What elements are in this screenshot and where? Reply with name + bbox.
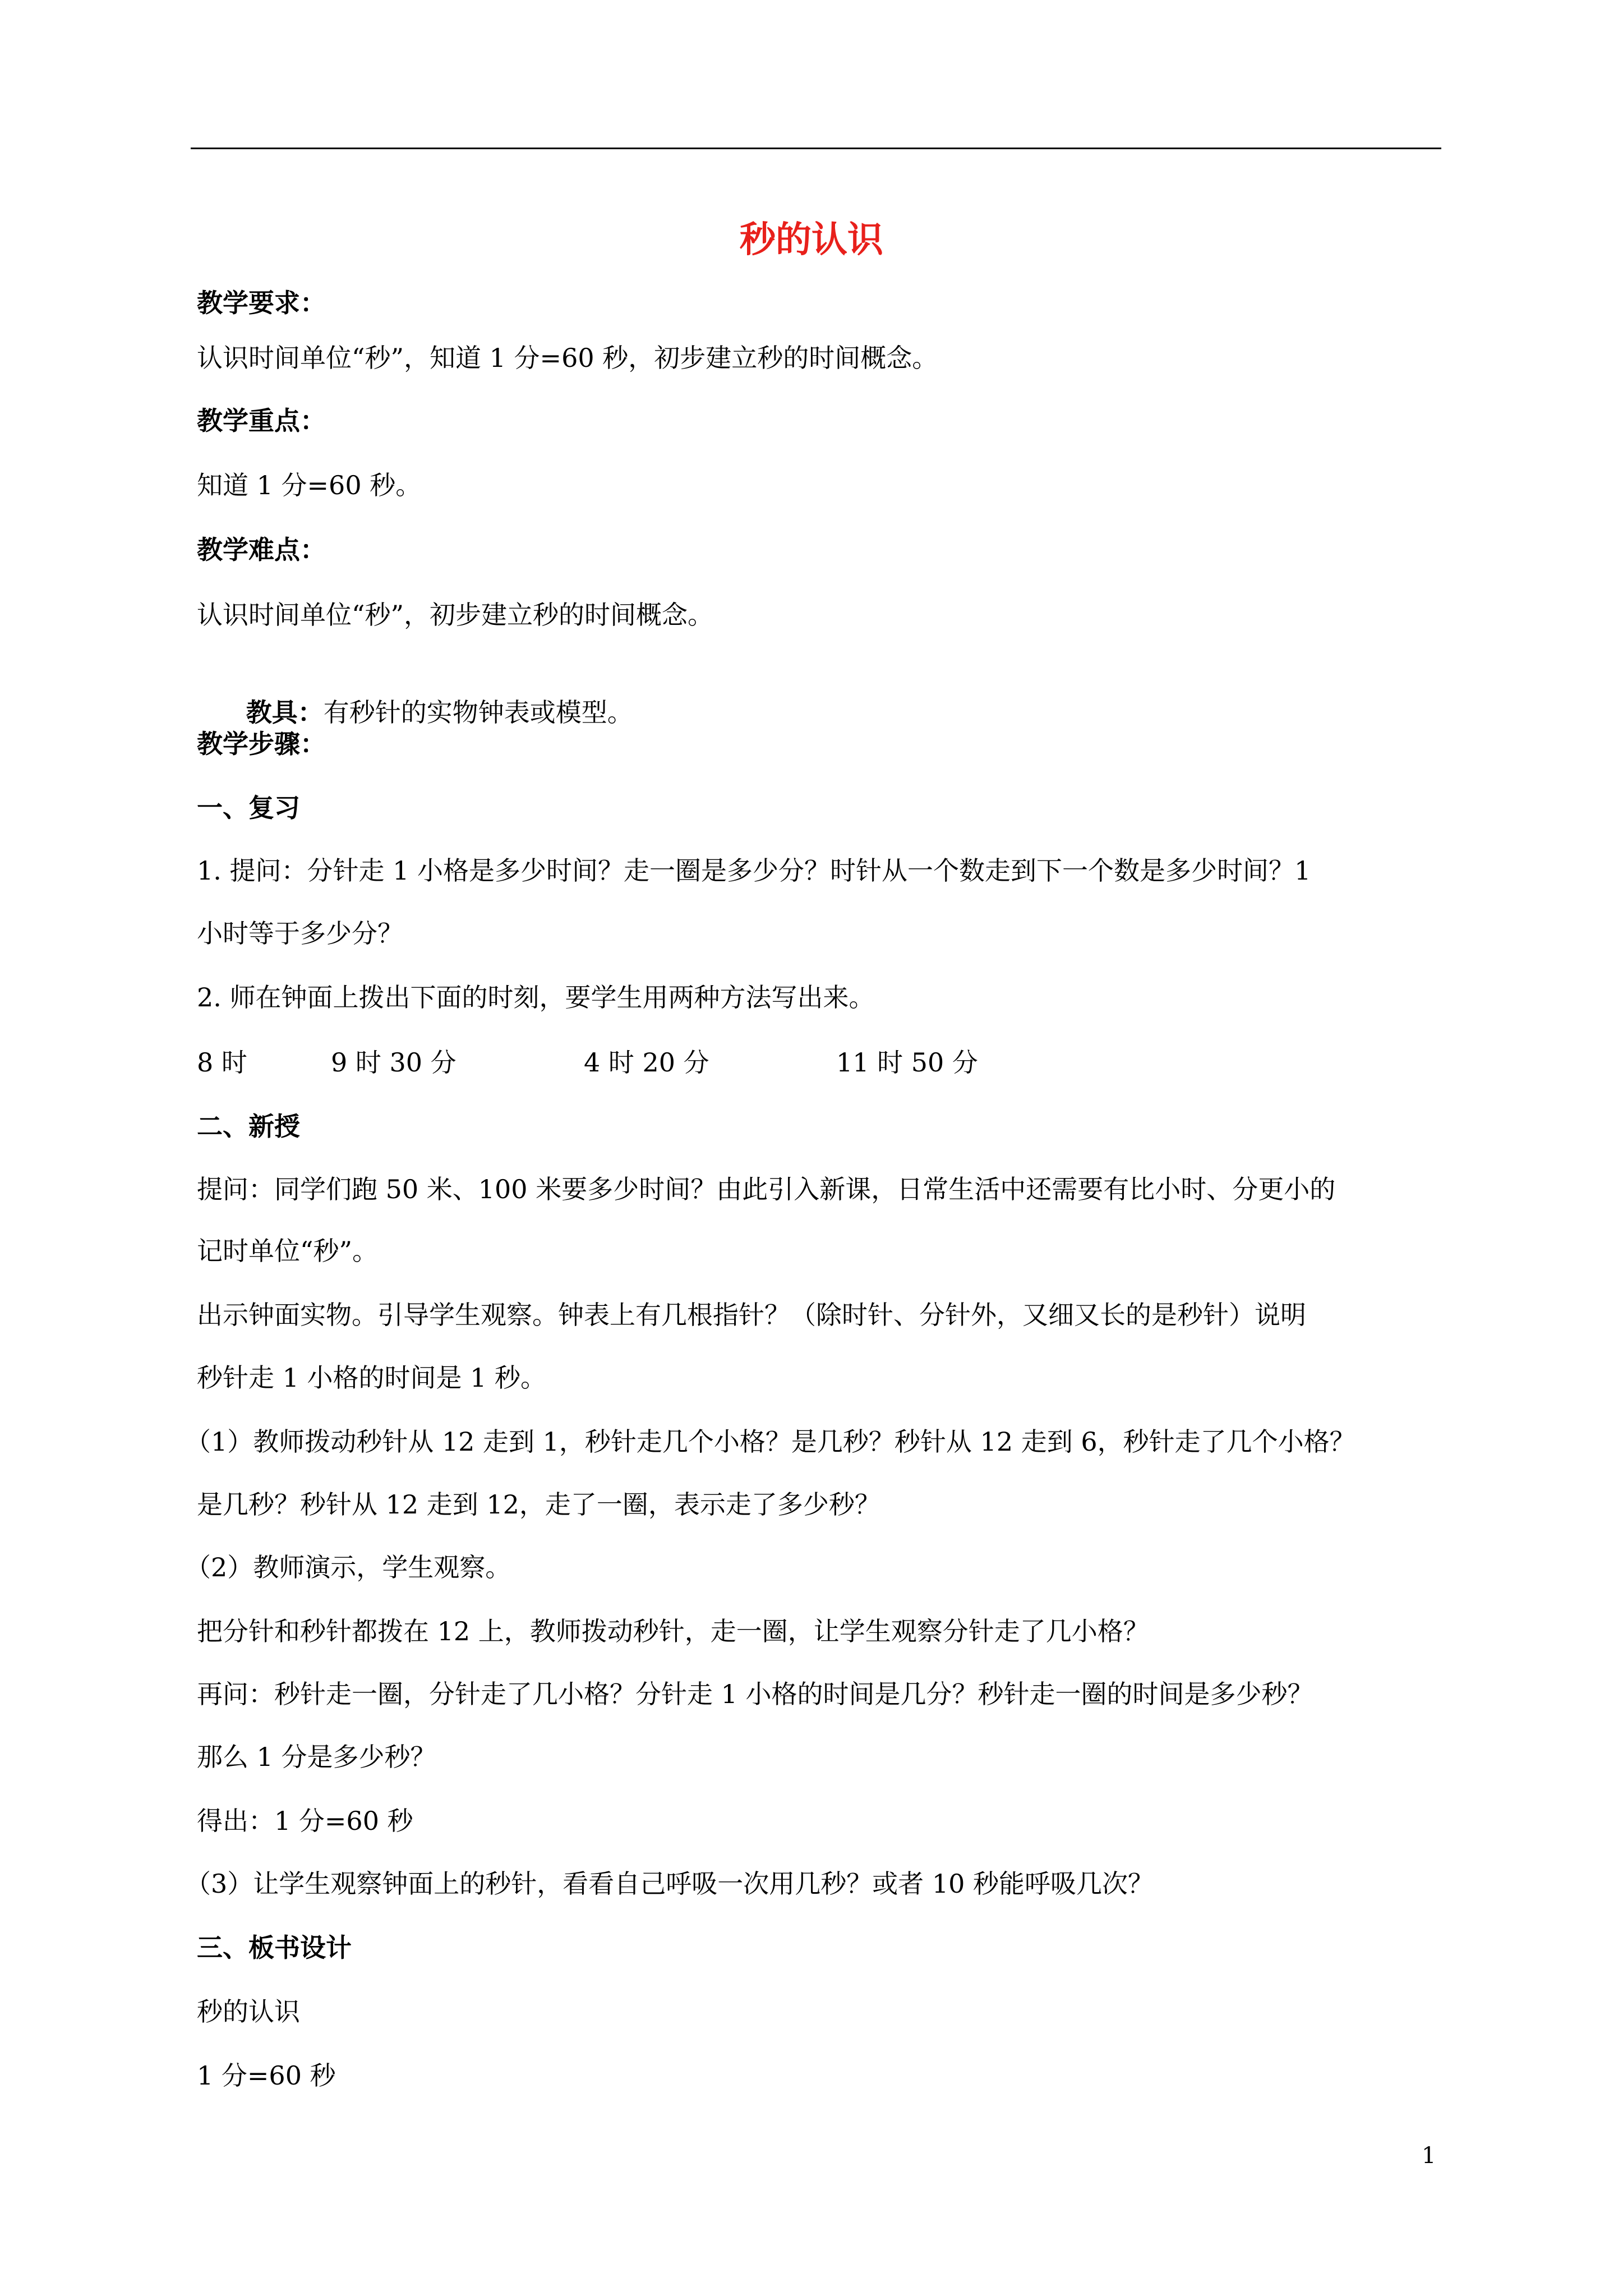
page-title: 秒的认识 (740, 219, 883, 261)
review-q1-line2: 小时等于多少分？ (197, 918, 403, 949)
review-q2: 2. 师在钟面上拨出下面的时刻，要学生用两种方法写出来。 (197, 982, 875, 1013)
review-q1-line1: 1. 提问：分针走 1 小格是多少时间？走一圈是多少分？时针从一个数走到下一个数是多少时间？1 (197, 855, 1311, 886)
board-formula: 1 分=60 秒 (197, 2060, 336, 2091)
time-item: 8 时 (197, 1047, 247, 1078)
time-item: 9 时 30 分 (331, 1047, 457, 1078)
new-q1-line1: 提问：同学们跑 50 米、100 米要多少时间？由此引入新课，日常生活中还需要有比小时、分更小的 (197, 1174, 1336, 1204)
heading-requirements: 教学要求： (197, 288, 326, 318)
board-title: 秒的认识 (197, 1996, 300, 2027)
page-number: 1 (1422, 2143, 1436, 2169)
step1-line2: 是几秒？秒针从 12 走到 12，走了一圈，表示走了多少秒？ (197, 1489, 880, 1520)
step2-detail: 把分针和秒针都拨在 12 上，教师拨动秒针，走一圈，让学生观察分针走了几小格？ (197, 1616, 1149, 1646)
heading-steps: 教学步骤： (197, 729, 326, 759)
ask-again-line1: 再问：秒针走一圈，分针走了几小格？分针走 1 小格的时间是几分？秒针走一圈的时间是多少秒？ (197, 1679, 1313, 1709)
clock-line1: 出示钟面实物。引导学生观察。钟表上有几根指针？（除时针、分针外，又细又长的是秒针）说明 (197, 1300, 1306, 1330)
new-q1-line2: 记时单位“秒”。 (197, 1236, 379, 1266)
heading-review: 一、复习 (197, 793, 300, 823)
step3: （3）让学生观察钟面上的秒针，看看自己呼吸一次用几秒？或者 10 秒能呼吸几次？ (185, 1869, 1154, 1899)
difficulties-text: 认识时间单位“秒”，初步建立秒的时间概念。 (197, 600, 714, 630)
clock-line2: 秒针走 1 小格的时间是 1 秒。 (197, 1363, 547, 1393)
heading-key-points: 教学重点： (197, 406, 326, 436)
heading-board-design: 三、板书设计 (197, 1932, 352, 1963)
conclusion: 得出：1 分=60 秒 (197, 1806, 413, 1836)
ask-again-line2: 那么 1 分是多少秒？ (197, 1742, 436, 1772)
teaching-aids-text: 有秒针的实物钟表或模型。 (323, 697, 633, 728)
time-item: 11 时 50 分 (836, 1047, 978, 1078)
requirements-text: 认识时间单位“秒”，知道 1 分=60 秒，初步建立秒的时间概念。 (197, 343, 938, 373)
step2: （2）教师演示，学生观察。 (185, 1552, 511, 1582)
teaching-aids-label: 教具： (246, 697, 324, 728)
key-points-text: 知道 1 分=60 秒。 (197, 470, 422, 500)
header-rule (191, 148, 1441, 149)
heading-difficulties: 教学难点： (197, 535, 326, 565)
time-item: 4 时 20 分 (584, 1047, 709, 1078)
heading-new-lesson: 二、新授 (197, 1111, 300, 1142)
step1-line1: （1）教师拨动秒针从 12 走到 1，秒针走几个小格？是几秒？秒针从 12 走到 6，秒针走了几个小格？ (185, 1427, 1355, 1457)
